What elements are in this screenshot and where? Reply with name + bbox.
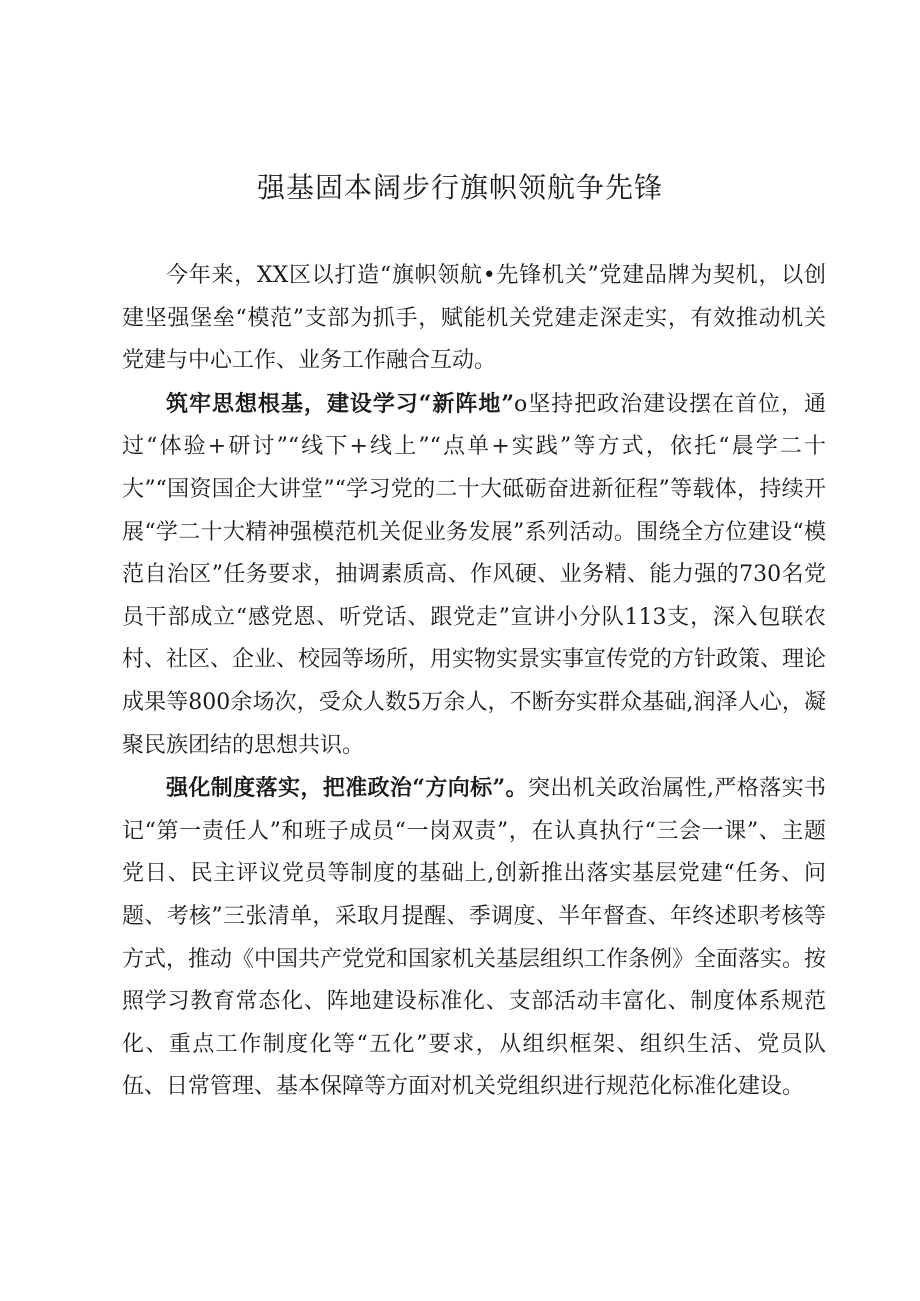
paragraph-ideology xyxy=(122,383,826,767)
document-body xyxy=(122,254,826,1109)
paragraph-text: 突出机关政治属性,严格落实书记“第一责任人”和班子成员“一岗双责”，在认真执行“三会一课”、主题党日、民主评议党员等制度的基础上,创新推出落实基层党建“任务、问题、考核”三张清单，采取月提醒、季调度、半年督查、年终述职考核等方式，推动《中国共产党党和国家机关基层组织工作条例》全面落实。按照学习教育常态化、阵地建设标准化、支部活动丰富化、制度体系规范化、重点工作制度化等“五化”要求，从组织框架、组织生活、党员队伍、日常管理、基本保障等方面对机关党组织进行规范化标准化建设。 xyxy=(122,776,827,1100)
paragraph-text: o坚持把政治建设摆在首位，通过“体验+研讨”“线下+线上”“点单+实践”等方式，依托“晨学二十大”“国资国企大讲堂”“学习党的二十大砥砺奋进新征程”等载体，持续开展“学二十大精神强模范机关促业务发展”系列活动。围绕全方位建设“模范自治区”任务要求，抽调素质高、作风硬、业务精、能力强的730名党员干部成立“感党恩、听党话、跟党走”宣讲小分队113支，深入包联农村、社区、企业、校园等场所，用实物实景实事宣传党的方针政策、理论成果等800余场次，受众人数5万余人，不断夯实群众基础,润泽人心，凝聚民族团结的思想共识。 xyxy=(122,391,827,758)
paragraph-lead: 强化制度落实，把准政治“方向标”。 xyxy=(166,775,528,802)
paragraph-institution xyxy=(122,767,826,1109)
paragraph-intro xyxy=(122,254,826,383)
paragraph-text: 今年来，XX区以打造“旗帜领航•先锋机关”党建品牌为契机，以创建坚强堡垒“模范”支部为抓手，赋能机关党建走深走实，有效推动机关党建与中心工作、业务工作融合互动。 xyxy=(122,263,826,374)
document-title: 强基固本阔步行旗帜领航争先锋 xyxy=(256,171,663,204)
paragraph-lead: 筑牢思想根基，建设学习“新阵地” xyxy=(166,390,515,417)
